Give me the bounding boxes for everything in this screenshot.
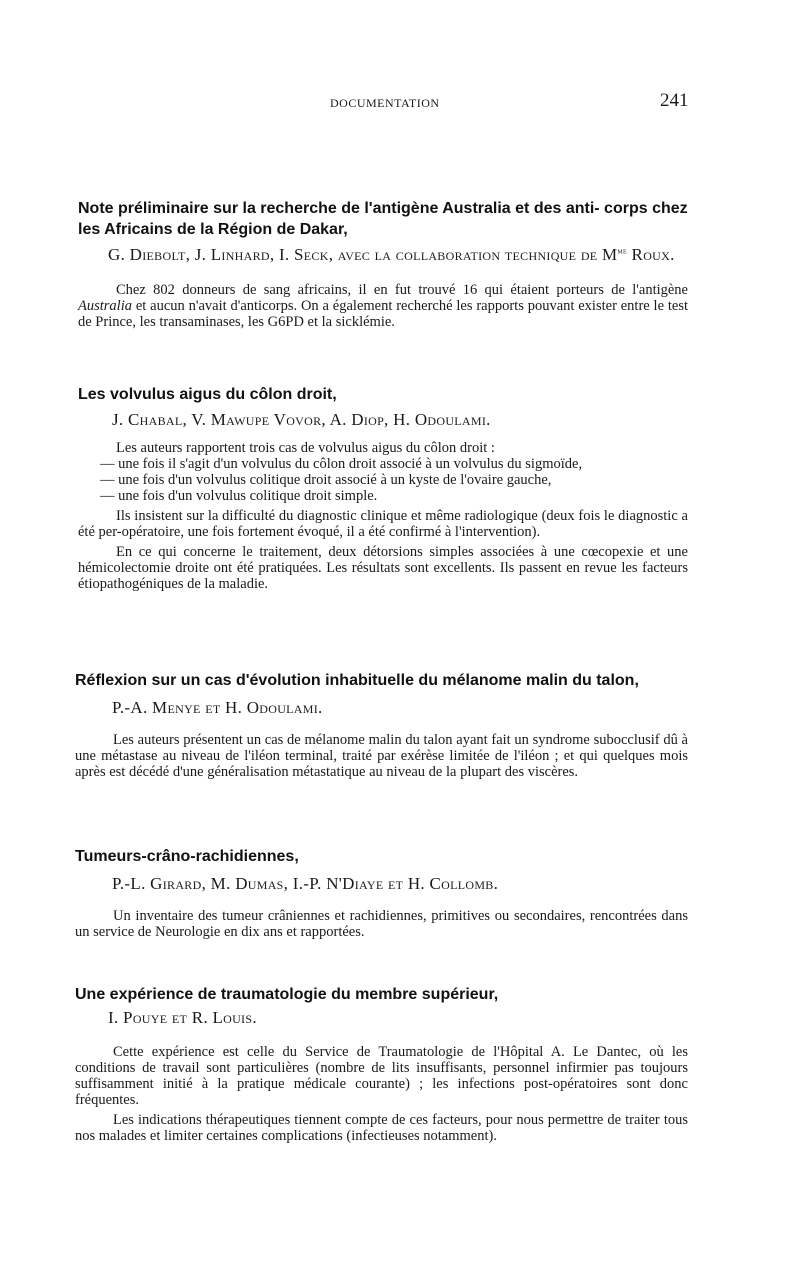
article-paragraph: Les auteurs présentent un cas de mélanome malin du talon ayant fait un syndrome subocclusif dû à une métastase au niveau de l'iléon terminal, traité par exérèse limitée de l'iléon ; et qui quelques mois après est décédé d'une généralisation métastatique au niveau de la plupart des viscères. [75,732,688,780]
list-item: — une fois d'un volvulus colitique droit simple. [100,488,378,504]
article-title: Note préliminaire sur la recherche de l'antigène Australia et des anti- corps chez les Africains de la Région de Dakar, [78,200,688,238]
article-traumatology [0,984,800,1144]
article-cranial-tumours [0,846,800,940]
article-title: Tumeurs-crâno-rachidiennes, [75,848,299,865]
article-paragraph: Les indications thérapeutiques tiennent compte de ces facteurs, pour nous permettre de traiter tous nos malades et limiter certaines complications (infectieuses notamment). [75,1112,688,1144]
running-header [0,92,800,114]
article-authors [0,244,800,265]
article-volvulus [0,384,800,592]
paragraph-text: et aucun n'avait d'anticorps. On a également recherché les rapports pouvant exister entre le test de Prince, les transaminases, les G6PD et la sicklémie. [78,298,688,330]
article-paragraph: En ce qui concerne le traitement, deux détorsions simples associées à une cœcopexie et une hémicolectomie droite ont été pratiquées. Les résultats sont excellents. Ils passent en revue les facteurs étiopathogéniques de la maladie. [78,544,688,592]
authors-text-tail: Roux. [627,245,675,264]
paragraph-text: Chez 802 donneurs de sang africains, il en fut trouvé 16 qui étaient porteurs de l'antigène [116,282,688,298]
list-item: — une fois il s'agit d'un volvulus du côlon droit associé à un volvulus du sigmoïde, [100,456,583,472]
article-paragraph [78,282,688,330]
article-australia-antigen [0,198,800,330]
article-paragraph: Ils insistent sur la difficulté du diagnostic clinique et même radiologique (deux fois le diagnostic a été per-opératoire, une fois fortement évoqué, il a été confirmé à l'intervention). [78,508,688,540]
italic-term: Australia [78,298,132,314]
article-title: Réflexion sur un cas d'évolution inhabituelle du mélanome malin du talon, [75,672,639,689]
article-paragraph: Un inventaire des tumeur crâniennes et rachidiennes, primitives ou secondaires, rencontrées dans un service de Neurologie en dix ans et rapportées. [75,908,688,940]
article-paragraph: Cette expérience est celle du Service de Traumatologie de l'Hôpital A. Le Dantec, où les conditions de travail sont particulières (nombre de lits insuffisants, personnel infirmier pas toujours suffisamment initié à la pratique médicale courante) ; les infections post-opératoires sont donc fréquentes. [75,1044,688,1108]
article-title: Les volvulus aigus du côlon droit, [78,386,337,403]
article-authors: P.-L. Girard, M. Dumas, I.-P. N'Diaye et H. Collomb. [112,874,499,893]
running-title: DOCUMENTATION [330,96,440,110]
article-intro: Les auteurs rapportent trois cas de volvulus aigus du côlon droit : [116,440,495,456]
authors-superscript: me [617,245,627,256]
list-item: — une fois d'un volvulus colitique droit associé à un kyste de l'ovaire gauche, [100,472,552,488]
article-title: Une expérience de traumatologie du membre supérieur, [75,986,499,1003]
article-authors: I. Pouye et R. Louis. [108,1008,257,1027]
authors-text: G. Diebolt, J. Linhard, I. Seck, avec la collaboration technique de M [108,245,618,264]
article-authors: P.-A. Menye et H. Odoulami. [112,698,323,717]
article-authors: J. Chabal, V. Mawupe Vovor, A. Diop, H. Odoulami. [112,410,491,429]
article-melanoma [0,670,800,780]
page-number: 241 [660,90,689,111]
